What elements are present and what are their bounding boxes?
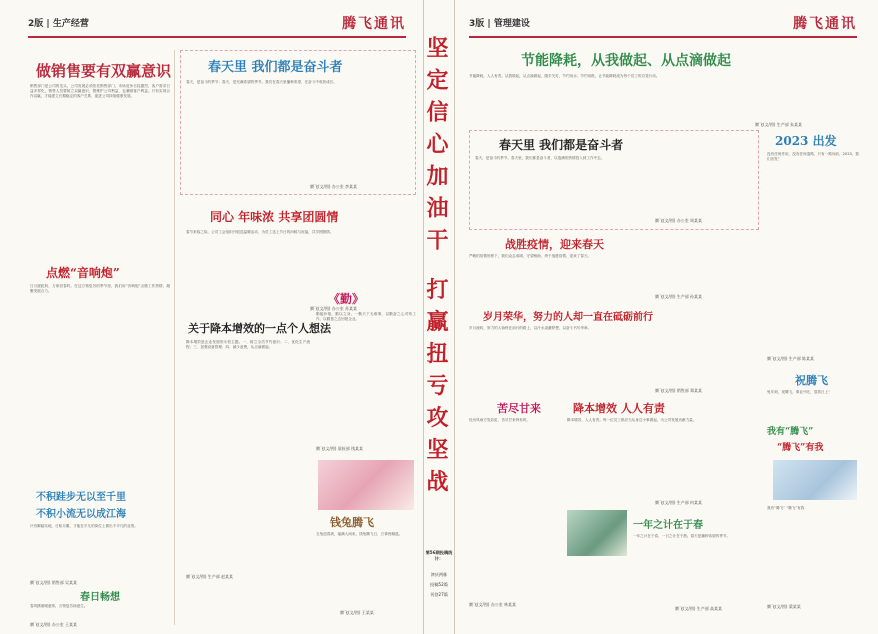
byline-battle: 腾飞(文/图) 生产部 孙某某 <box>655 294 703 299</box>
right-page-label: 3版 | 管理建设 <box>469 19 530 29</box>
article-money-body: 玉兔迎春到，福满人间来。钱兔腾飞日，万事皆顺遂。 <box>316 532 403 536</box>
right-page <box>454 0 878 634</box>
byline-yearplan: 腾飞(文/图) 生产部 高某某 <box>675 606 723 611</box>
article-bitter-body: 经历风雨方见彩虹，苦尽甘来终有时。 <box>469 418 531 422</box>
byline-spring: 腾飞(文/图) 办公室 李某某 <box>310 184 358 189</box>
article-battle-body: 严峻的疫情形势下，我们众志成城、守望相助，终于战胜疫情，迎来了春天。 <box>469 254 592 258</box>
byline-spring-right: 腾飞(文/图) 办公室 周某某 <box>655 218 703 223</box>
headline-battle: 战胜疫情，迎来春天 <box>505 238 604 251</box>
article-yearplan-body: 一年之计在于春，一日之计在于晨。春天是播种希望的季节。 <box>633 534 731 538</box>
article-2023-body: 没有任何作用，没有任何退路，只有一路向前，2023，我们出发！ <box>767 152 859 162</box>
headline-rabbit2-line2: “腾飞”有我 <box>777 443 824 453</box>
headline-yearplan: 一年之计在于春 <box>633 520 703 531</box>
article-cost-right-body: 降本增效，人人有责。每一位员工都应当从身边小事做起，为公司发展贡献力量。 <box>567 418 697 422</box>
left-page-label: 2版 | 生产经营 <box>28 19 89 29</box>
article-energy-body: 节能降耗，人人有责。从我做起，从点滴做起，随手关灯、节约用水、节约用纸，让节能降耗成为每个员工的自觉行动。 <box>469 74 660 78</box>
blue-illustration <box>773 460 857 500</box>
spring-flower-illustration <box>318 460 414 510</box>
green-leaf-illustration <box>567 510 627 556</box>
center-slogan: 坚定信心加油干 打赢扭亏攻坚战 <box>423 36 449 502</box>
article-cost-body: 降本增效是企业发展的永恒主题。一、树立全员节约意识；二、优化生产流程；三、加强设备管理；四、减少浪费，从点滴做起。 <box>186 340 310 350</box>
article-spring-poem-body: 春风拂面暖意浓，万物复苏绿意生。 <box>30 604 88 608</box>
headline-union: 同心 年味浓 共享团圆情 <box>210 210 339 224</box>
headline-cost-right: 降本增效 人人有责 <box>573 402 665 415</box>
article-rabbit-body: 兔年到，祝腾飞，事业兴旺，蒸蒸日上！ <box>767 390 832 394</box>
headline-spring-poem: 春日畅想 <box>80 592 120 603</box>
article-effort-body: 岁月流转，努力的人始终在前行的路上，以汗水浇灌梦想，以奋斗书写华章。 <box>469 326 592 330</box>
left-masthead <box>28 12 406 38</box>
headline-money: 钱兔腾飞 <box>330 516 374 529</box>
left-page <box>0 0 424 634</box>
left-brand: 腾飞通讯 <box>342 16 406 32</box>
right-masthead <box>469 12 857 38</box>
article-spring-body: 春天，是奋斗的季节；春天，是充满希望的季节。我们在春天里播种希望，在奋斗中收获成长。 <box>186 80 337 84</box>
byline-union: 腾飞(文/图) 办公室 苏某某 <box>310 306 358 311</box>
issue-stat-2: 投稿52篇 <box>430 582 448 587</box>
headline-rabbit: 祝腾飞 <box>795 374 828 387</box>
headline-effort: 岁月荣华，努力的人却一直在砥砺前行 <box>483 312 653 323</box>
issue-stat-1: 津庆两栋 <box>430 572 448 577</box>
article-point-body: 日月蹉跎转，万象回春时。在这万物复苏的季节里，我们用“音响炮”点燃工作热情，凝聚发展合力。 <box>30 284 170 294</box>
article-river-body: 只有脚踏实地，日积月累，才能在平凡的岗位上做出不平凡的业绩。 <box>30 524 138 528</box>
byline-energy: 腾飞(文/图) 生产部 朱某某 <box>755 122 803 127</box>
byline-diligence: 腾飞(文/图) 质检部 钱某某 <box>316 446 364 451</box>
byline-river: 腾飞(文/图) 销售部 吴某某 <box>30 580 78 585</box>
article-union-body: 春节来临之际，公司工会组织开展送温暖活动，为员工送上节日的问候与祝福，共享团圆情。 <box>186 230 334 234</box>
column-rule <box>174 50 175 625</box>
headline-spring: 春天里 我们都是奋斗者 <box>208 60 343 75</box>
article-rabbit2-body: 我有“腾飞” “腾飞”有我 <box>767 506 805 510</box>
headline-river-line2: 不积小流无以成江海 <box>36 509 126 520</box>
article-diligence-body: 勤能补拙，勤以立身。一勤天下无难事，以勤奋之心对待工作，以勤恳之态回报企业。 <box>316 312 416 322</box>
byline-effort: 腾飞(文/图) 销售部 郑某某 <box>655 388 703 393</box>
byline-money: 腾飞(文/图) 王某某 <box>340 610 374 615</box>
right-brand: 腾飞通讯 <box>793 16 857 32</box>
byline-cost-right: 腾飞(文/图) 生产部 何某某 <box>655 500 703 505</box>
byline-2023: 腾飞(文/图) 生产部 陈某某 <box>767 356 815 361</box>
headline-point: 点燃“音响炮” <box>46 266 120 280</box>
headline-spring-right: 春天里 我们都是奋斗者 <box>499 138 624 152</box>
byline-cost: 腾飞(文/图) 生产部 赵某某 <box>186 574 234 579</box>
issue-stats-title: 第56期投稿统计： <box>425 550 453 561</box>
byline-spring-poem: 腾飞(文/图) 办公室 王某某 <box>30 622 78 627</box>
headline-energy: 节能降耗，从我做起、从点滴做起 <box>521 53 731 69</box>
headline-diligence: 《勤》 <box>328 292 365 306</box>
byline-bitter: 腾飞(文/图) 办公室 林某某 <box>469 602 517 607</box>
article-sales-body: 销售部门是公司的龙头，公司发展必须依托销售部门。市场竞争日趋激烈，客户需求日益多样化，销售人员要树立双赢意识，既维护公司利益，也兼顾客户利益。只有实现合作双赢，才能建立长期稳定的客户关系，促进公司持续健康发展。 <box>30 84 170 99</box>
issue-stat-3: 刊登27篇 <box>430 592 448 597</box>
article-spring-right-body: 春天，是奋斗的季节。春天里，我们都是奋斗者，以饱满的热情投入到工作中去。 <box>475 156 605 160</box>
headline-rabbit2-line1: 我有“腾飞” <box>767 427 814 437</box>
headline-cost: 关于降本增效的一点个人想法 <box>188 322 331 335</box>
headline-2023: 2023 出发 <box>775 134 837 148</box>
byline-rabbit: 腾飞(文/图) 梁某某 <box>767 604 801 609</box>
headline-sales: 做销售要有双赢意识 <box>36 62 172 80</box>
headline-river-line1: 不积跬步无以至千里 <box>36 492 126 503</box>
headline-bitter: 苦尽甘来 <box>497 402 541 415</box>
